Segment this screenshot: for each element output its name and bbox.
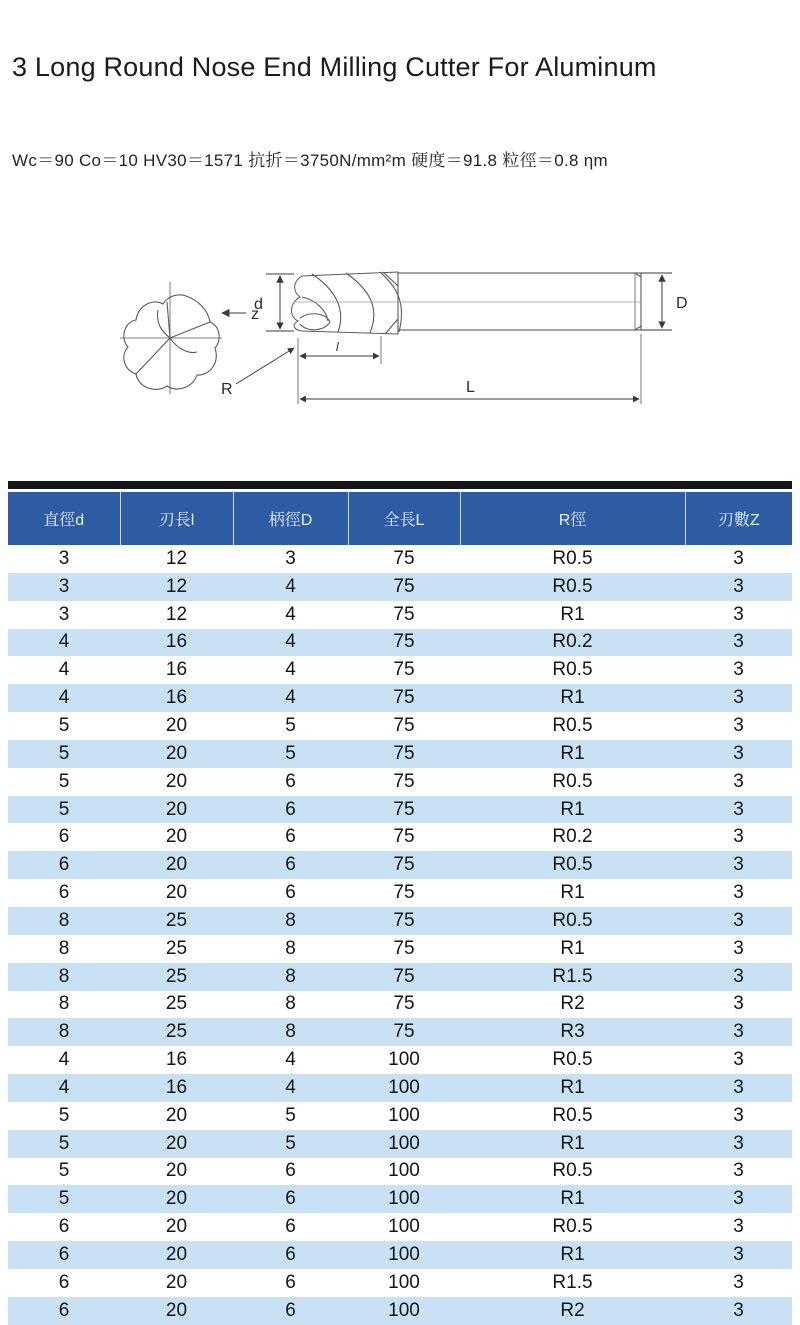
table-cell: 6 [58, 826, 70, 848]
table-cell: 20 [165, 1216, 188, 1238]
table-cell: 4 [285, 603, 296, 625]
table-cell: 5 [58, 714, 70, 736]
table-cell: 6 [285, 1244, 296, 1266]
table-cell: 25 [165, 965, 188, 987]
table-cell: 3 [733, 714, 744, 736]
table-row [8, 712, 792, 740]
table-cell: 100 [388, 1244, 420, 1266]
table-cell: 25 [165, 937, 188, 959]
table-row [8, 1213, 792, 1241]
table-cell: 6 [58, 1244, 70, 1266]
table-cell: 6 [285, 1188, 296, 1210]
table-cell: 3 [733, 547, 744, 569]
table-cell: 100 [388, 1160, 420, 1182]
table-cell: 5 [58, 770, 70, 792]
table-cell: 20 [165, 798, 188, 820]
table-row [8, 851, 792, 879]
table-cell: R0.2 [552, 631, 593, 653]
table-cell: R1 [560, 798, 585, 820]
table-cell: 4 [285, 1076, 296, 1098]
table-cell: 75 [393, 687, 415, 709]
table-cell: 3 [733, 1132, 744, 1154]
table-cell: 6 [285, 770, 296, 792]
table-cell: 8 [285, 965, 296, 987]
table-cell: 5 [285, 1132, 296, 1154]
table-cell: 75 [393, 742, 415, 764]
l-dimension [298, 336, 381, 404]
end-view [120, 282, 222, 394]
column-header-2: 柄徑D [233, 492, 348, 545]
table-row [8, 601, 792, 629]
table-row [8, 740, 792, 768]
table-row [8, 1297, 792, 1325]
table-cell: 5 [58, 1132, 70, 1154]
table-cell: 3 [733, 798, 744, 820]
table-cell: 8 [285, 993, 296, 1015]
table-cell: 4 [285, 575, 296, 597]
table-cell: 6 [58, 1216, 70, 1238]
table-cell: R1 [560, 1132, 585, 1154]
table-cell: 5 [58, 1104, 70, 1126]
table-cell: 20 [165, 826, 188, 848]
table-cell: 4 [285, 687, 296, 709]
table-cell: 6 [285, 882, 296, 904]
table-cell: 6 [58, 1299, 70, 1321]
table-row [8, 1102, 792, 1130]
table-cell: 75 [393, 798, 415, 820]
table-cell: R0.5 [552, 1104, 593, 1126]
table-cell: 3 [733, 575, 744, 597]
table-cell: 5 [58, 1188, 70, 1210]
table-cell: R0.5 [552, 1049, 593, 1071]
table-row [8, 1130, 792, 1158]
table-cell: 20 [165, 742, 188, 764]
table-cell: 3 [733, 742, 744, 764]
table-cell: 3 [733, 1244, 744, 1266]
table-cell: 3 [733, 687, 744, 709]
table-row [8, 991, 792, 1019]
table-row [8, 629, 792, 657]
table-cell: 20 [165, 1244, 188, 1266]
table-cell: R1.5 [552, 965, 593, 987]
table-cell: 4 [58, 631, 70, 653]
material-specs: Wc＝90 Co＝10 HV30＝1571 抗折＝3750N/mm²m 硬度＝91.8 粒徑＝0.8 ηm [12, 151, 608, 170]
table-cell: 16 [165, 659, 188, 681]
column-header-5: 刃數Z [685, 492, 792, 545]
table-cell: 8 [58, 909, 70, 931]
column-header-1: 刃長l [120, 492, 233, 545]
table-row [8, 1046, 792, 1074]
table-cell: 6 [285, 798, 296, 820]
table-row [8, 823, 792, 851]
spec-table [8, 492, 792, 1325]
table-cell: 12 [165, 547, 188, 569]
table-cell: 8 [58, 937, 70, 959]
table-cell: 3 [733, 826, 744, 848]
table-cell: 3 [733, 1271, 744, 1293]
table-cell: 3 [733, 854, 744, 876]
table-row [8, 684, 792, 712]
table-cell: R1 [560, 1076, 585, 1098]
R-label: R [221, 381, 233, 398]
d-label: d [254, 296, 263, 313]
table-cell: 3 [733, 909, 744, 931]
table-cell: R0.5 [552, 1160, 593, 1182]
table-top-bar [8, 481, 792, 489]
table-row [8, 545, 792, 573]
L-label: L [466, 379, 475, 396]
column-header-0: 直徑d [8, 492, 120, 545]
table-cell: 20 [165, 1104, 188, 1126]
side-view [291, 272, 641, 334]
table-cell: 8 [58, 965, 70, 987]
table-row [8, 907, 792, 935]
z-label: z [251, 306, 259, 323]
table-cell: 5 [58, 742, 70, 764]
table-cell: 3 [58, 575, 70, 597]
table-cell: 16 [165, 687, 188, 709]
table-row [8, 1241, 792, 1269]
table-cell: 12 [165, 575, 188, 597]
table-cell: 16 [165, 1049, 188, 1071]
table-cell: 75 [393, 909, 415, 931]
table-cell: 20 [165, 854, 188, 876]
table-cell: 25 [165, 1021, 188, 1043]
table-cell: R0.5 [552, 547, 593, 569]
table-cell: 3 [733, 1049, 744, 1071]
table-cell: 100 [388, 1104, 420, 1126]
table-cell: 5 [58, 798, 70, 820]
table-cell: 16 [165, 1076, 188, 1098]
table-cell: 75 [393, 714, 415, 736]
table-cell: R0.5 [552, 854, 593, 876]
table-cell: 6 [285, 1299, 296, 1321]
table-cell: 6 [285, 826, 296, 848]
table-cell: 12 [165, 603, 188, 625]
table-cell: 75 [393, 937, 415, 959]
table-cell: 3 [733, 1076, 744, 1098]
spec-table-section [8, 481, 792, 1325]
table-cell: 20 [165, 1160, 188, 1182]
table-cell: 20 [165, 1188, 188, 1210]
technical-drawing [98, 198, 718, 416]
table-cell: R2 [560, 993, 585, 1015]
table-row [8, 656, 792, 684]
table-cell: 3 [733, 659, 744, 681]
table-cell: 3 [733, 1021, 744, 1043]
table-cell: 75 [393, 603, 415, 625]
table-row [8, 573, 792, 601]
table-cell: 20 [165, 882, 188, 904]
D-dimension [641, 273, 672, 330]
table-cell: 4 [285, 659, 296, 681]
table-cell: R1 [560, 882, 585, 904]
d-dimension [266, 274, 294, 331]
table-cell: 4 [58, 659, 70, 681]
table-cell: 3 [733, 1104, 744, 1126]
table-cell: 6 [285, 854, 296, 876]
column-header-4: R徑 [460, 492, 685, 545]
table-cell: 20 [165, 1271, 188, 1293]
table-cell: 75 [393, 1021, 415, 1043]
l-label: l [336, 340, 339, 354]
table-row [8, 796, 792, 824]
table-cell: R1 [560, 1244, 585, 1266]
table-cell: 8 [285, 1021, 296, 1043]
table-cell: 8 [285, 937, 296, 959]
table-cell: R1.5 [552, 1271, 593, 1293]
table-row [8, 935, 792, 963]
table-row [8, 768, 792, 796]
table-cell: 3 [733, 937, 744, 959]
table-cell: 4 [285, 631, 296, 653]
table-cell: 20 [165, 1299, 188, 1321]
spec-table-body [8, 545, 792, 1325]
table-cell: R0.5 [552, 909, 593, 931]
table-row [8, 1185, 792, 1213]
table-cell: 6 [285, 1271, 296, 1293]
table-row [8, 879, 792, 907]
table-cell: 75 [393, 854, 415, 876]
table-cell: 75 [393, 826, 415, 848]
table-cell: R2 [560, 1299, 585, 1321]
table-cell: 100 [388, 1049, 420, 1071]
table-cell: 8 [58, 993, 70, 1015]
table-cell: R3 [560, 1021, 585, 1043]
table-row [8, 1074, 792, 1102]
table-cell: R0.5 [552, 770, 593, 792]
table-cell: 75 [393, 575, 415, 597]
table-cell: 100 [388, 1188, 420, 1210]
table-cell: 8 [285, 909, 296, 931]
table-cell: 75 [393, 770, 415, 792]
table-cell: 6 [58, 854, 70, 876]
table-cell: R0.5 [552, 1216, 593, 1238]
table-cell: 5 [285, 1104, 296, 1126]
table-cell: 4 [58, 1076, 70, 1098]
table-cell: 6 [58, 882, 70, 904]
table-cell: R1 [560, 603, 585, 625]
table-cell: 3 [733, 1299, 744, 1321]
table-cell: 3 [58, 547, 70, 569]
table-cell: 25 [165, 909, 188, 931]
table-cell: 4 [58, 1049, 70, 1071]
table-header-row [8, 492, 792, 545]
table-cell: 5 [285, 742, 296, 764]
table-cell: 20 [165, 770, 188, 792]
table-cell: R0.2 [552, 826, 593, 848]
table-cell: 3 [285, 547, 296, 569]
table-row [8, 1269, 792, 1297]
table-cell: 75 [393, 993, 415, 1015]
table-row [8, 963, 792, 991]
table-cell: 3 [733, 770, 744, 792]
table-cell: 100 [388, 1216, 420, 1238]
table-cell: 75 [393, 547, 415, 569]
table-cell: 75 [393, 659, 415, 681]
table-cell: 4 [285, 1049, 296, 1071]
table-cell: 75 [393, 631, 415, 653]
table-cell: R0.5 [552, 659, 593, 681]
table-cell: 6 [285, 1160, 296, 1182]
table-cell: 75 [393, 965, 415, 987]
table-cell: 25 [165, 993, 188, 1015]
table-cell: 75 [393, 882, 415, 904]
table-cell: 3 [733, 603, 744, 625]
table-cell: 100 [388, 1271, 420, 1293]
table-cell: 100 [388, 1299, 420, 1321]
table-cell: 3 [733, 1188, 744, 1210]
table-cell: 20 [165, 1132, 188, 1154]
page-title: 3 Long Round Nose End Milling Cutter For Aluminum [12, 52, 657, 82]
R-dimension [236, 348, 294, 384]
D-label: D [676, 295, 688, 312]
table-row [8, 1158, 792, 1186]
table-cell: 20 [165, 714, 188, 736]
table-cell: 3 [58, 603, 70, 625]
table-cell: R1 [560, 687, 585, 709]
end-mill-drawing [98, 198, 718, 416]
table-cell: 3 [733, 1160, 744, 1182]
column-header-3: 全長L [348, 492, 460, 545]
table-cell: R0.5 [552, 714, 593, 736]
table-cell: 5 [58, 1160, 70, 1182]
table-cell: R1 [560, 1188, 585, 1210]
table-cell: 6 [285, 1216, 296, 1238]
table-cell: 3 [733, 1216, 744, 1238]
table-cell: 3 [733, 882, 744, 904]
table-cell: 5 [285, 714, 296, 736]
table-cell: R1 [560, 742, 585, 764]
table-cell: 3 [733, 965, 744, 987]
table-cell: 16 [165, 631, 188, 653]
table-row [8, 1018, 792, 1046]
table-cell: R1 [560, 937, 585, 959]
table-cell: R0.5 [552, 575, 593, 597]
table-cell: 4 [58, 687, 70, 709]
table-cell: 100 [388, 1132, 420, 1154]
table-cell: 6 [58, 1271, 70, 1293]
table-cell: 3 [733, 631, 744, 653]
table-cell: 100 [388, 1076, 420, 1098]
table-cell: 8 [58, 1021, 70, 1043]
table-cell: 3 [733, 993, 744, 1015]
